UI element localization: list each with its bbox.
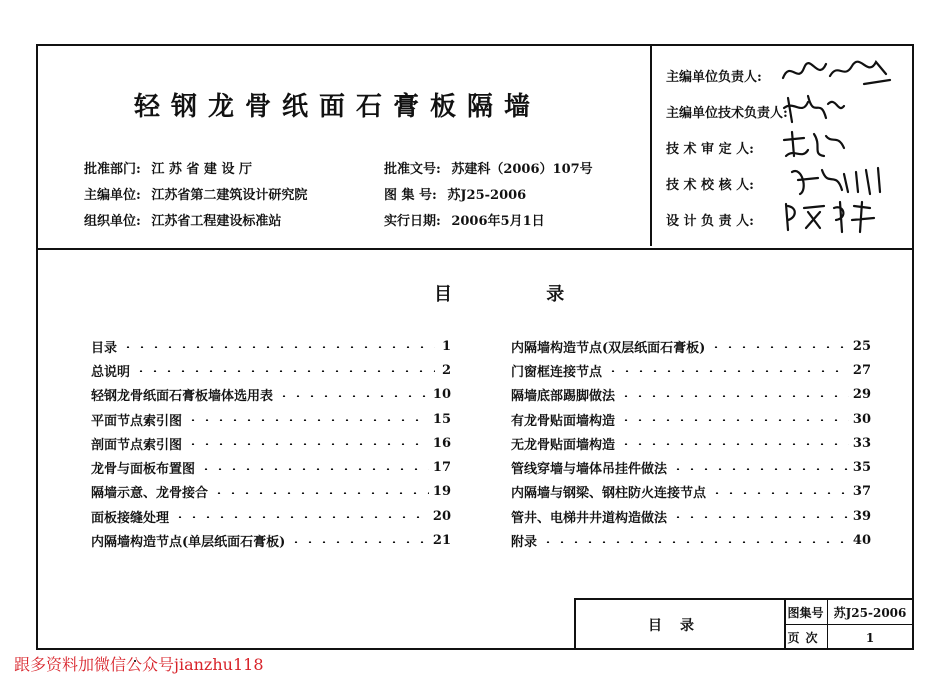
toc-item-page: 19 [432, 484, 451, 500]
toc-item-page: 10 [432, 387, 451, 403]
date-label: 实行日期: [384, 214, 441, 229]
atlas-no-label: 图 集 号: [384, 188, 437, 203]
doc-no-value: 苏建科（2006）107号 [451, 162, 593, 177]
toc-item-label: 剖面节点索引图 [91, 437, 183, 453]
toc-item-page: 21 [432, 533, 451, 549]
date-row [384, 210, 545, 229]
doc-no-row [384, 158, 593, 177]
approval-dept-row [84, 158, 252, 177]
toc-item[interactable] [511, 358, 871, 382]
toc-item[interactable] [511, 431, 871, 455]
date-value: 2006年5月1日 [451, 214, 545, 229]
toc-item-label: 管井、电梯井井道构造做法 [511, 510, 668, 526]
toc-item[interactable] [91, 431, 451, 455]
page-number-label: 页次 [784, 625, 828, 650]
toc-leader-dots [619, 395, 849, 397]
toc-item-page: 16 [432, 435, 451, 451]
watermark-text: 跟多资料加微信公众号jianzhu118 [14, 655, 264, 674]
org-unit-value: 江苏省工程建设标准站 [151, 214, 282, 229]
toc-item-page: 25 [852, 338, 871, 354]
toc-item[interactable] [511, 504, 871, 528]
toc-item-page: 27 [852, 362, 871, 378]
editor-unit-value: 江苏省第二建筑设计研究院 [151, 188, 308, 203]
toc-leader-dots [619, 443, 849, 445]
signature-design-lead [778, 198, 898, 234]
toc-item-page: 37 [852, 484, 871, 500]
toc-leader-dots [186, 419, 429, 421]
toc-leader-dots [671, 468, 849, 470]
toc-item-label: 总说明 [91, 364, 131, 380]
signature-tech-checker [778, 162, 898, 198]
signature-tech-reviewer [778, 126, 898, 162]
toc-item-label: 面板接缝处理 [91, 510, 170, 526]
toc-item-label: 内隔墙构造节点(单层纸面石膏板) [91, 535, 286, 551]
tech-checker-label: 技 术 校 核 人: [666, 178, 754, 193]
toc-item-label: 门窗框连接节点 [511, 364, 603, 380]
atlas-no-value: 苏J25-2006 [447, 188, 527, 203]
atlas-number-label: 图集号 [784, 600, 828, 625]
toc-item-page: 40 [852, 533, 871, 549]
toc-item[interactable] [511, 334, 871, 358]
toc-leader-dots [671, 516, 849, 518]
toc-leader-dots [212, 492, 429, 494]
toc-leader-dots [710, 492, 849, 494]
toc-item-page: 2 [441, 362, 451, 378]
toc-item-page: 39 [852, 508, 871, 524]
atlas-no-row [384, 184, 526, 203]
toc-leader-dots [121, 346, 435, 348]
org-unit-row [84, 210, 281, 229]
toc-item[interactable] [91, 480, 451, 504]
toc-leader-dots [289, 541, 429, 543]
drawing-frame [36, 44, 914, 650]
editor-unit-label: 主编单位: [84, 188, 141, 203]
toc-item[interactable] [511, 455, 871, 479]
page-title: 轻钢龙骨纸面石膏板隔墙 [134, 92, 542, 122]
toc-item-label: 龙骨与面板布置图 [91, 462, 196, 478]
toc-right-column [511, 334, 871, 553]
tech-reviewer-label: 技 术 审 定 人: [666, 142, 754, 157]
toc-item[interactable] [91, 383, 451, 407]
toc-item-label: 平面节点索引图 [91, 413, 183, 429]
toc-leader-dots [134, 370, 435, 372]
editor-unit-row [84, 184, 307, 203]
toc-item[interactable] [91, 528, 451, 552]
signature-tech-head [778, 90, 898, 126]
atlas-number-value: 苏J25-2006 [828, 600, 912, 625]
toc-item-page: 17 [432, 460, 451, 476]
tech-head-label: 主编单位技术负责人: [666, 106, 788, 121]
toc-item-label: 隔墙示意、龙骨接合 [91, 486, 209, 502]
toc-leader-dots [173, 516, 429, 518]
signature-chief-editor [778, 54, 898, 90]
title-block [574, 598, 912, 650]
toc-item[interactable] [91, 334, 451, 358]
header-block [38, 46, 912, 250]
doc-no-label: 批准文号: [384, 162, 441, 177]
toc-item-page: 1 [441, 338, 451, 354]
toc-leader-dots [619, 419, 849, 421]
approval-dept-value: 江 苏 省 建 设 厅 [151, 162, 252, 177]
approval-dept-label: 批准部门: [84, 162, 141, 177]
toc-item[interactable] [91, 455, 451, 479]
toc-item-page: 35 [852, 460, 871, 476]
header-divider [650, 46, 652, 246]
toc-item[interactable] [511, 407, 871, 431]
toc-item-label: 隔墙底部踢脚做法 [511, 389, 616, 405]
chief-editor-label: 主编单位负责人: [666, 70, 762, 85]
page-number-value: 1 [865, 630, 875, 645]
toc-item-page: 33 [852, 435, 871, 451]
toc-item-label: 无龙骨贴面墙构造 [511, 437, 616, 453]
toc-item-label: 有龙骨贴面墙构造 [511, 413, 616, 429]
toc-item-page: 20 [432, 508, 451, 524]
toc-leader-dots [277, 395, 429, 397]
toc-leader-dots [541, 541, 849, 543]
toc-heading: 目 录 [434, 284, 609, 305]
toc-leader-dots [199, 468, 429, 470]
toc-item[interactable] [91, 358, 451, 382]
toc-item-label: 管线穿墙与墙体吊挂件做法 [511, 462, 668, 478]
org-unit-label: 组织单位: [84, 214, 141, 229]
toc-item-label: 附录 [511, 535, 538, 551]
toc-left-column [91, 334, 451, 553]
toc-item-page: 15 [432, 411, 451, 427]
toc-item-page: 29 [852, 387, 871, 403]
toc-item-label: 目录 [91, 340, 118, 356]
toc-leader-dots [606, 370, 849, 372]
toc-item[interactable] [511, 383, 871, 407]
title-block-name: 目录 [576, 600, 786, 650]
toc-item[interactable] [91, 407, 451, 431]
design-lead-label: 设 计 负 责 人: [666, 214, 754, 229]
toc-item-label: 内隔墙与钢梁、钢柱防火连接节点 [511, 486, 707, 502]
toc-item-label: 内隔墙构造节点(双层纸面石膏板) [511, 340, 706, 356]
toc-item[interactable] [91, 504, 451, 528]
toc-leader-dots [709, 346, 849, 348]
toc-leader-dots [186, 443, 429, 445]
toc-item[interactable] [511, 480, 871, 504]
toc-item[interactable] [511, 528, 871, 552]
toc-item-label: 轻钢龙骨纸面石膏板墙体选用表 [91, 389, 274, 405]
toc-item-page: 30 [852, 411, 871, 427]
